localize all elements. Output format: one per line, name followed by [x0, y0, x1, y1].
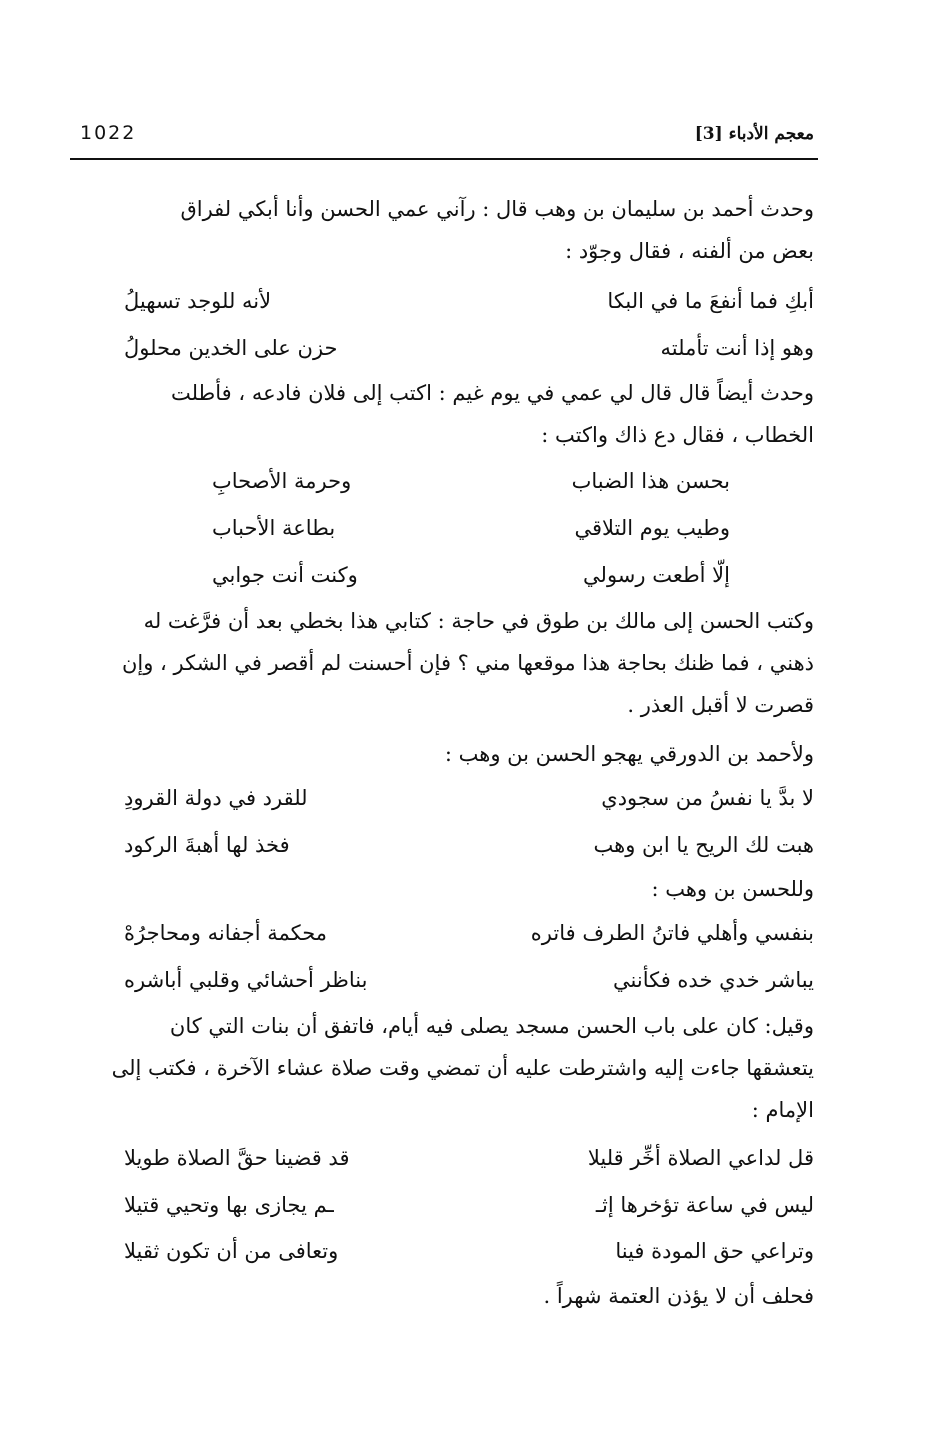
- verse-line: [124, 911, 814, 955]
- verse-first-hemistich: لا بدَّ يا نفسُ من سجودي: [601, 786, 814, 810]
- verse-second-hemistich: بناظر أحشائي وقلبي أباشره: [124, 968, 368, 992]
- verse-line: [124, 1229, 814, 1273]
- paragraph: [70, 372, 814, 456]
- verse-line: [124, 776, 814, 820]
- text-line: وللحسن بن وهب :: [651, 877, 814, 901]
- verse-line: [124, 823, 814, 867]
- verse-first-hemistich: قل لداعي الصلاة أخِّر قليلا: [587, 1146, 814, 1170]
- verse-second-hemistich: للقرد في دولة القرودِ: [124, 786, 308, 810]
- intro-line: [70, 733, 814, 775]
- verse-line: [124, 279, 814, 323]
- verse-first-hemistich: يباشر خدي خده فكأنني: [613, 968, 814, 992]
- text-line: ذهني ، فما ظنك بحاجة هذا موقعها مني ؟ فإن أحسنت لم أقصر في الشكر ، وإن: [121, 651, 814, 675]
- verse-second-hemistich: قد قضينا حقَّ الصلاة طويلا: [124, 1146, 350, 1170]
- verse-second-hemistich: بطاعة الأحباب: [212, 516, 336, 540]
- verse-second-hemistich: لأنه للوجد تسهيلُ: [124, 289, 272, 313]
- text-line: وحدث أيضاً قال قال لي عمي في يوم غيم : اكتب إلى فلان فادعه ، فأطلت: [170, 381, 814, 405]
- book-title: معجم الأدباء [3]: [694, 124, 814, 144]
- verse-line: [124, 553, 814, 597]
- verse-first-hemistich: وطيب يوم التلاقي: [574, 516, 730, 540]
- verse-line: [124, 1136, 814, 1180]
- text-line: يتعشقها جاءت إليه واشترطت عليه أن تمضي وقت صلاة عشاء الآخرة ، فكتب إلى: [111, 1056, 814, 1080]
- verse-second-hemistich: فخذ لها أهبةَ الركود: [124, 833, 290, 857]
- verse-line: [124, 506, 814, 550]
- text-line: وقيل: كان على باب الحسن مسجد يصلى فيه أيام، فاتفق أن بنات التي كان: [169, 1014, 814, 1038]
- verse-second-hemistich: محكمة أجفانه ومحاجرُهْ: [124, 921, 328, 945]
- verse-first-hemistich: إلّا أطعت رسولي: [583, 563, 730, 587]
- page-number: 1022: [80, 122, 137, 144]
- verse-first-hemistich: وتراعي حق المودة فينا: [615, 1239, 814, 1263]
- verse-line: [124, 459, 814, 503]
- text-line: وحدث أحمد بن سليمان بن وهب قال : رآني عمي الحسن وأنا أبكي لفراق: [180, 197, 814, 221]
- paragraph: [70, 188, 814, 272]
- verse-second-hemistich: وكنت أنت جوابي: [212, 563, 358, 587]
- verse-first-hemistich: وهو إذا أنت تأملته: [660, 336, 814, 360]
- text-line: الخطاب ، فقال دع ذاك واكتب :: [541, 423, 814, 447]
- text-line: قصرت لا أقبل العذر .: [627, 693, 814, 717]
- intro-line: [70, 1275, 814, 1317]
- verse-second-hemistich: حزن على الخدين محلولُ: [124, 336, 338, 360]
- verse-first-hemistich: ليس في ساعة تؤخرها إثـ: [595, 1193, 814, 1217]
- verse-line: [124, 326, 814, 370]
- intro-line: [70, 868, 814, 910]
- paragraph: [70, 1005, 814, 1131]
- verse-second-hemistich: ـم يجازى بها وتحيي قتيلا: [124, 1193, 334, 1217]
- verse-line: [124, 958, 814, 1002]
- paragraph: [70, 600, 814, 726]
- page-header: [70, 118, 818, 160]
- verse-first-hemistich: أبكِ فما أنفعَ ما في البكا: [607, 289, 814, 313]
- verse-first-hemistich: بحسن هذا الضباب: [571, 469, 730, 493]
- text-line: فحلف أن لا يؤذن العتمة شهراً .: [543, 1284, 814, 1308]
- verse-first-hemistich: بنفسي وأهلي فاتنُ الطرف فاتره: [530, 921, 814, 945]
- text-line: وكتب الحسن إلى مالك بن طوق في حاجة : كتابي هذا بخطي بعد أن فرَّغت له: [143, 609, 814, 633]
- verse-first-hemistich: هبت لك الريح يا ابن وهب: [593, 833, 814, 857]
- text-line: بعض من ألفنه ، فقال وجوّد :: [565, 239, 814, 263]
- text-line: ولأحمد بن الدورقي يهجو الحسن بن وهب :: [444, 742, 814, 766]
- verse-second-hemistich: وتعافى من أن تكون ثقيلا: [124, 1239, 339, 1263]
- text-line: الإمام :: [751, 1098, 814, 1122]
- verse-line: [124, 1183, 814, 1227]
- verse-second-hemistich: وحرمة الأصحابِ: [212, 469, 352, 493]
